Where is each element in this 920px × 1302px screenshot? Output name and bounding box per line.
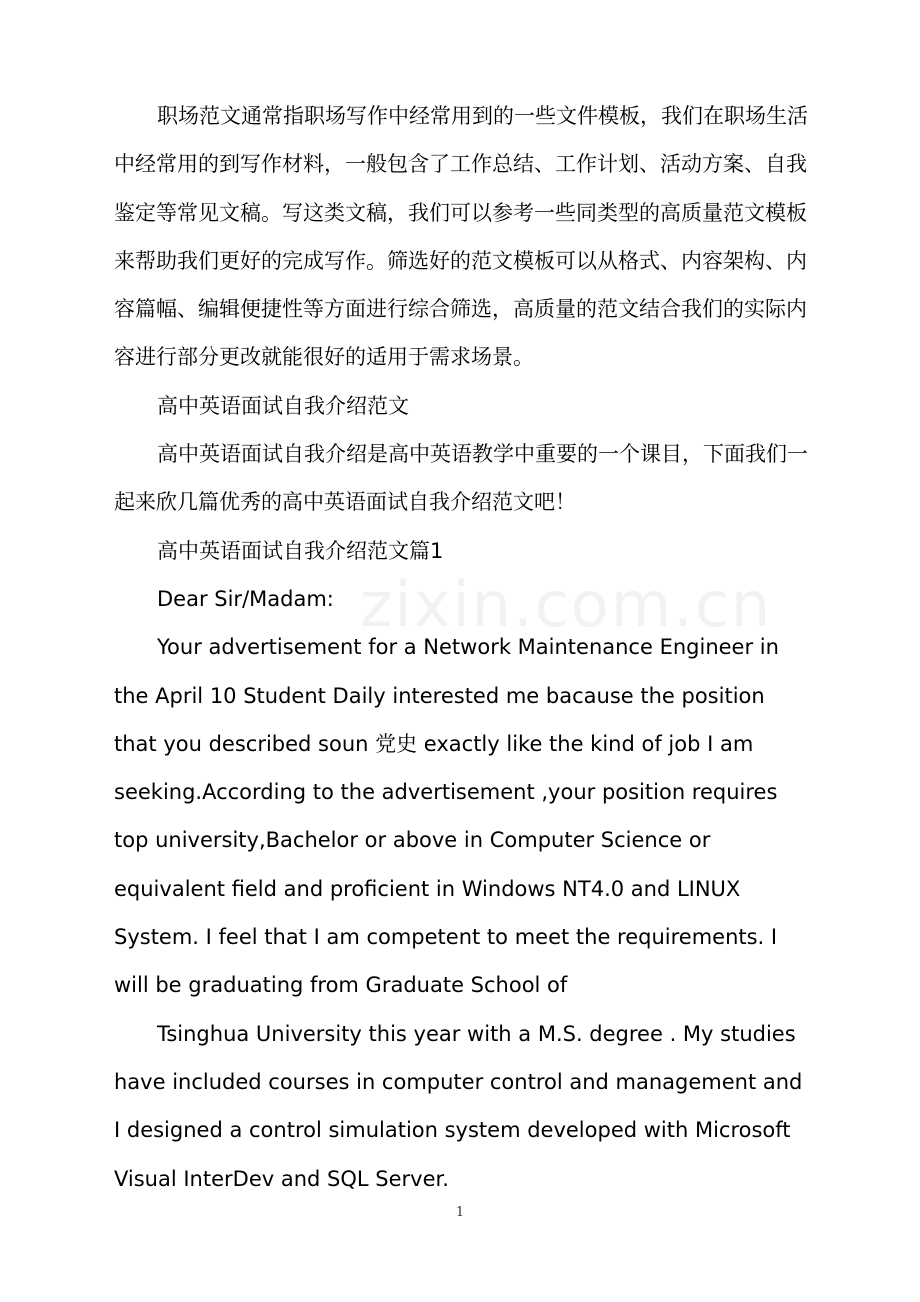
document-body bbox=[114, 92, 808, 1203]
watermark: zixin.com.cn bbox=[360, 568, 773, 641]
paragraph-intro: 职场范文通常指职场写作中经常用到的一些文件模板，我们在职场生活中经常用的到写作材料，一般包含了工作总结、工作计划、活动方案、自我鉴定等常见文稿。写这类文稿，我们可以参考一些同类型的高质量范文模板来帮助我们更好的完成写作。筛选好的范文模板可以从格式、内容架构、内容篇幅、编辑便捷性等方面进行综合筛选，高质量的范文结合我们的实际内容进行部分更改就能很好的适用于需求场景。 bbox=[114, 104, 808, 370]
paragraph-salutation: Dear Sir/Madam: bbox=[157, 586, 334, 611]
paragraph-letter-body-1: Your advertisement for a Network Maintenance Engineer in the April 10 Student Daily interested me bacause the position that you described soun 党史 exactly like the kind of job I am seeking.According to the advertisement ,your position requires top university,Bachelor or above in Computer Science or equivalent field and proficient in Windows NT4.0 and LINUX System. I feel that I am competent to meet the requirements. I will be graduating from Graduate School of bbox=[114, 635, 779, 998]
paragraph-title: 高中英语面试自我介绍范文 bbox=[157, 393, 409, 418]
paragraph-letter-body-2: Tsinghua University this year with a M.S. degree . My studies have included courses in computer control and management and I designed a control simulation system developed with Microsoft Visual InterDev and SQL Server. bbox=[114, 1021, 803, 1191]
paragraph-description: 高中英语面试自我介绍是高中英语教学中重要的一个课目，下面我们一起来欣几篇优秀的高中英语面试自我介绍范文吧！ bbox=[114, 442, 808, 515]
paragraph-section-heading: 高中英语面试自我介绍范文篇1 bbox=[157, 538, 444, 563]
page-number: 1 bbox=[455, 1205, 465, 1220]
